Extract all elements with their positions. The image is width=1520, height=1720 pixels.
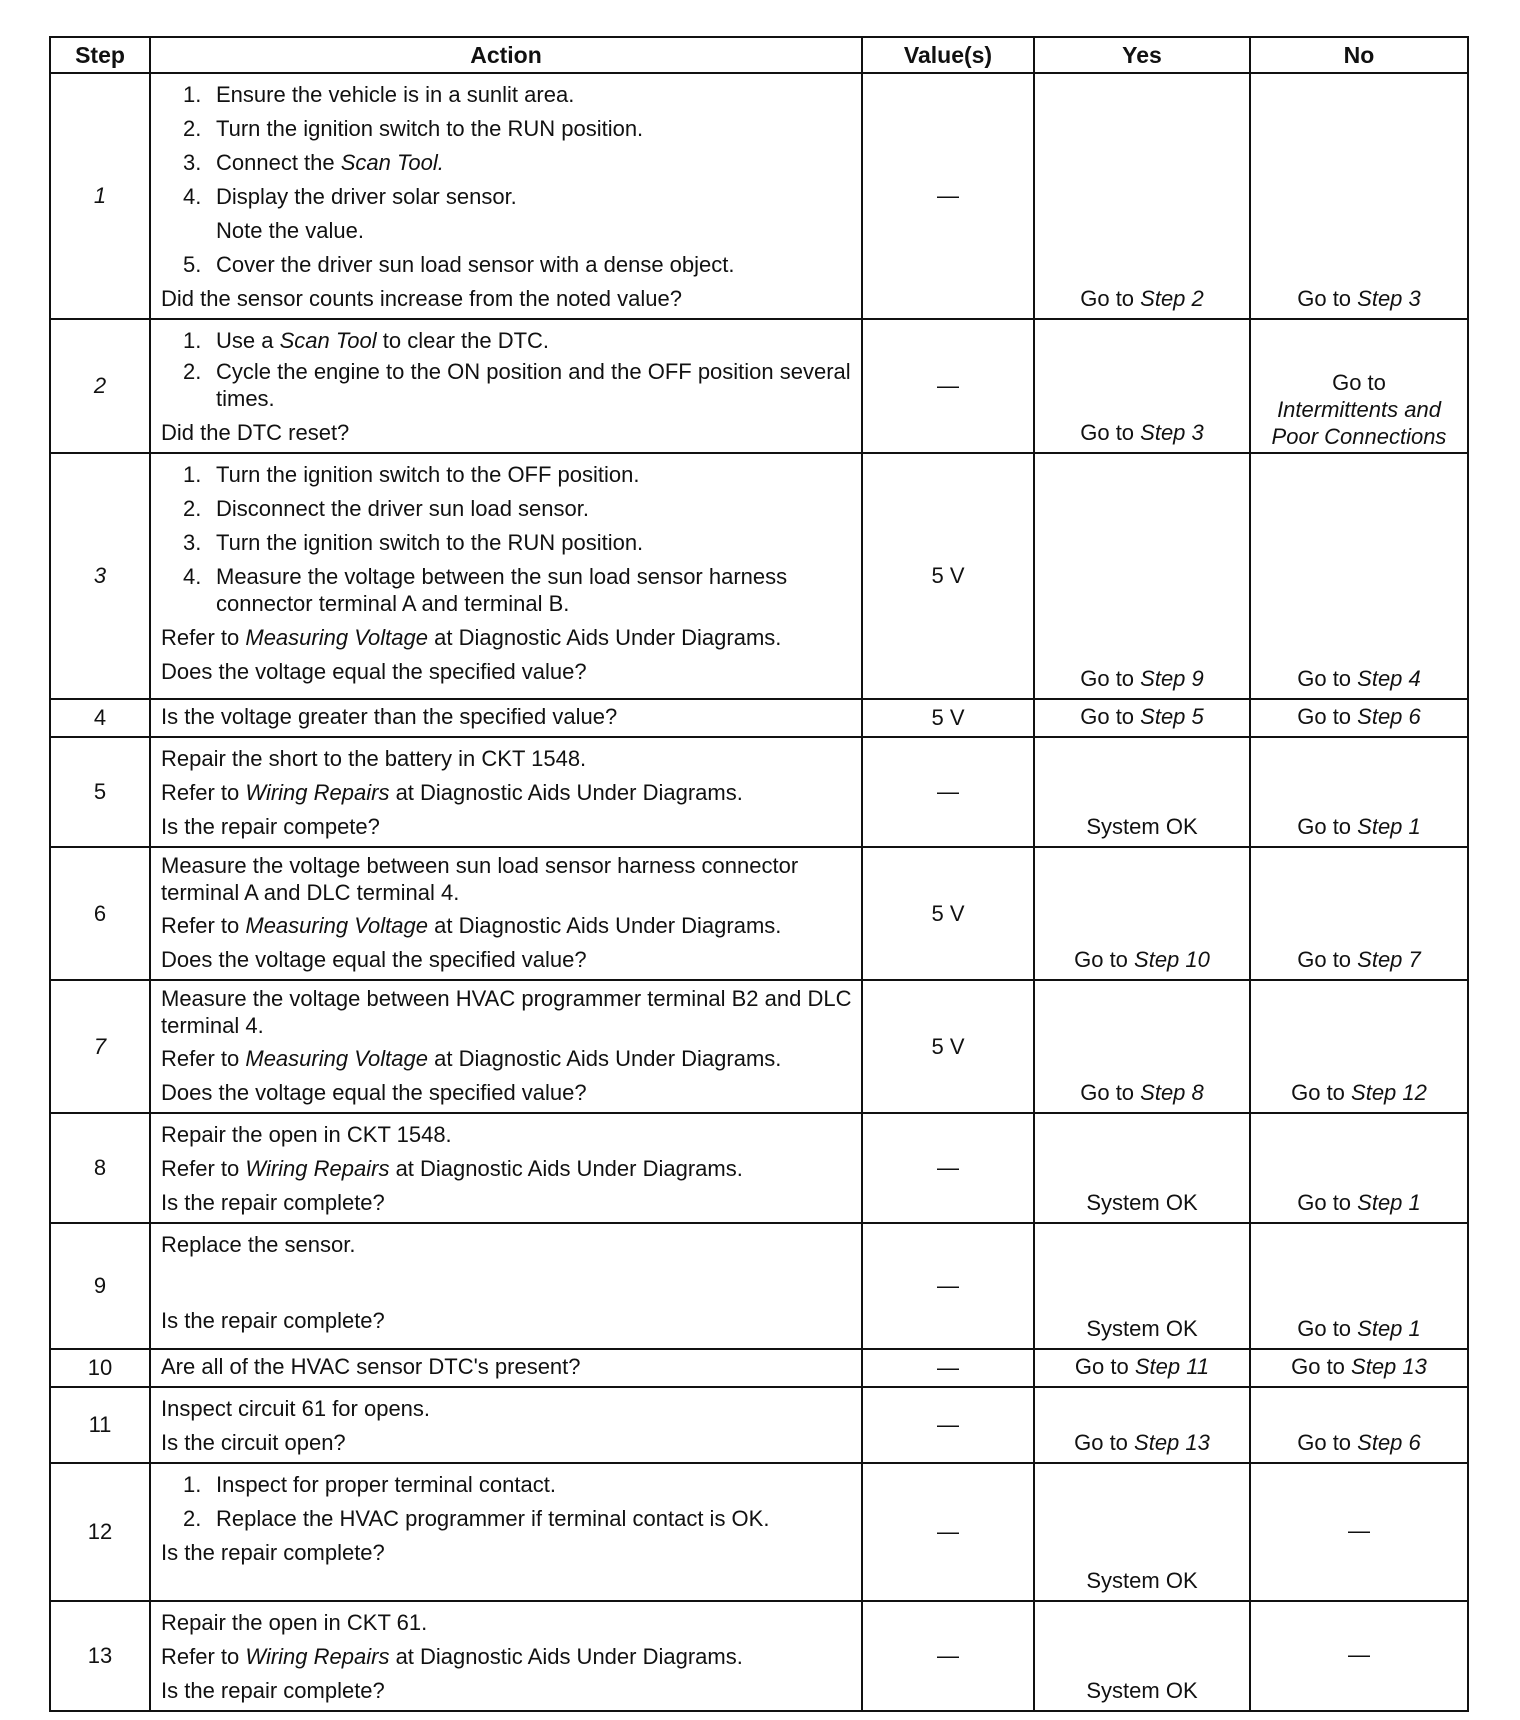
table-row [50,1223,1468,1349]
step-number: 8 [50,1113,150,1223]
step-number: 12 [50,1463,150,1601]
step-number: 11 [50,1387,150,1463]
action-item: 1. Use a Scan Tool to clear the DTC. [183,328,550,353]
step-number: 7 [50,980,150,1113]
action-refer: Refer to Measuring Voltage at Diagnostic Aids Under Diagrams. [161,913,782,938]
no-cell: Go to Step 1 [1250,1113,1468,1223]
yes-cell: System OK [1034,737,1250,847]
no-cell: Go to Step 13 [1250,1349,1468,1387]
no-cell: Go to Step 6 [1250,699,1468,737]
step-number: 9 [50,1223,150,1349]
action-cell [150,737,862,847]
action-item: 2. Cycle the engine to the ON position and the OFF position several times. [183,359,851,411]
action-item: 2. Turn the ignition switch to the RUN position. [183,116,644,141]
yes-cell: Go to Step 10 [1034,847,1250,980]
action-item: Note the value. [216,218,364,243]
action-text: Measure the voltage between HVAC programmer terminal B2 and DLC terminal 4. [161,986,852,1038]
action-question: Did the sensor counts increase from the noted value? [161,286,682,311]
action-cell [150,453,862,699]
table-row [50,980,1468,1113]
action-question: Is the repair compete? [161,814,380,839]
action-refer: Refer to Measuring Voltage at Diagnostic Aids Under Diagrams. [161,1046,782,1071]
action-cell [150,1349,862,1387]
step-number: 6 [50,847,150,980]
value-cell: — [862,319,1034,453]
no-cell: Go to Step 1 [1250,1223,1468,1349]
action-cell [150,73,862,319]
value-cell: — [862,1349,1034,1387]
action-refer: Refer to Measuring Voltage at Diagnostic Aids Under Diagrams. [161,625,782,650]
table-row [50,1601,1468,1711]
action-question: Does the voltage equal the specified value? [161,947,587,972]
no-cell: — [1250,1601,1468,1711]
yes-cell: Go to Step 13 [1034,1387,1250,1463]
table-row [50,1113,1468,1223]
yes-cell: Go to Step 2 [1034,73,1250,319]
no-cell: Go to Step 6 [1250,1387,1468,1463]
yes-cell: System OK [1034,1223,1250,1349]
value-cell: — [862,1463,1034,1601]
action-question: Is the repair complete? [161,1540,385,1565]
value-cell: — [862,1223,1034,1349]
table-row [50,453,1468,699]
action-cell [150,1601,862,1711]
table-row [50,1349,1468,1387]
value-cell: — [862,1601,1034,1711]
step-number: 3 [50,453,150,699]
value-cell: — [862,1113,1034,1223]
action-question: Is the repair complete? [161,1678,385,1703]
table-row [50,847,1468,980]
yes-cell: Go to Step 9 [1034,453,1250,699]
header-row [50,37,1468,73]
action-cell [150,1113,862,1223]
no-cell: — [1250,1463,1468,1601]
diagnostic-table [49,36,1469,1712]
no-cell: Go to Step 3 [1250,73,1468,319]
action-cell [150,1223,862,1349]
action-refer: Refer to Wiring Repairs at Diagnostic Aids Under Diagrams. [161,1156,743,1181]
no-cell: Go to Step 4 [1250,453,1468,699]
action-text: Measure the voltage between sun load sensor harness connector terminal A and DLC terminal 4. [161,853,799,905]
value-cell: 5 V [862,847,1034,980]
value-cell: — [862,737,1034,847]
no-cell: Go to Step 7 [1250,847,1468,980]
step-number: 10 [50,1349,150,1387]
value-cell: 5 V [862,980,1034,1113]
step-number: 1 [50,73,150,319]
action-item: 1. Turn the ignition switch to the OFF position. [183,462,640,487]
value-cell: 5 V [862,453,1034,699]
action-text: Repair the open in CKT 1548. [161,1122,452,1147]
value-cell: 5 V [862,699,1034,737]
table-row [50,1463,1468,1601]
no-cell: Go to Step 1 [1250,737,1468,847]
header-step: Step [50,37,150,73]
action-item: 1. Inspect for proper terminal contact. [183,1472,556,1497]
action-question: Is the circuit open? [161,1430,346,1455]
action-item: 3. Connect the Scan Tool. [183,150,444,175]
yes-cell: Go to Step 5 [1034,699,1250,737]
action-item: 1. Ensure the vehicle is in a sunlit area. [183,82,575,107]
header-values: Value(s) [862,37,1034,73]
yes-cell: System OK [1034,1463,1250,1601]
value-cell: — [862,73,1034,319]
yes-cell: Go to Step 3 [1034,319,1250,453]
action-item: 2. Replace the HVAC programmer if terminal contact is OK. [183,1506,770,1531]
table-row [50,319,1468,453]
value-cell: — [862,1387,1034,1463]
action-refer: Refer to Wiring Repairs at Diagnostic Aids Under Diagrams. [161,780,743,805]
action-cell [150,1387,862,1463]
action-cell [150,319,862,453]
step-number: 5 [50,737,150,847]
action-question: Does the voltage equal the specified value? [161,1080,587,1105]
action-item: 4. Display the driver solar sensor. [183,184,517,209]
table-row [50,1387,1468,1463]
action-text: Inspect circuit 61 for opens. [161,1396,431,1421]
yes-cell: Go to Step 11 [1034,1349,1250,1387]
action-item: 3. Turn the ignition switch to the RUN position. [183,530,644,555]
action-text: Replace the sensor. [161,1232,356,1257]
action-cell [150,699,862,737]
action-cell [150,1463,862,1601]
action-question: Are all of the HVAC sensor DTC's present? [161,1354,581,1379]
yes-cell: Go to Step 8 [1034,980,1250,1113]
action-cell [150,980,862,1113]
step-number: 4 [50,699,150,737]
action-item: 4. Measure the voltage between the sun load sensor harness connector terminal A and terminal B. [183,564,788,616]
table-row [50,73,1468,319]
action-refer: Refer to Wiring Repairs at Diagnostic Aids Under Diagrams. [161,1644,743,1669]
action-cell [150,847,862,980]
yes-cell: System OK [1034,1601,1250,1711]
action-item: 2. Disconnect the driver sun load sensor. [183,496,589,521]
action-question: Is the repair complete? [161,1190,385,1215]
no-cell: Go to Intermittents and Poor Connections [1250,319,1468,453]
yes-cell: System OK [1034,1113,1250,1223]
action-text: Repair the short to the battery in CKT 1548. [161,746,587,771]
action-question: Is the repair complete? [161,1308,385,1333]
no-cell: Go to Step 12 [1250,980,1468,1113]
action-question: Does the voltage equal the specified value? [161,659,587,684]
header-no: No [1250,37,1468,73]
table-row [50,737,1468,847]
table-row [50,699,1468,737]
action-question: Did the DTC reset? [161,420,350,445]
step-number: 2 [50,319,150,453]
header-action: Action [150,37,862,73]
action-text: Repair the open in CKT 61. [161,1610,428,1635]
action-question: Is the voltage greater than the specified value? [161,704,618,729]
header-yes: Yes [1034,37,1250,73]
step-number: 13 [50,1601,150,1711]
action-item: 5. Cover the driver sun load sensor with a dense object. [183,252,735,277]
